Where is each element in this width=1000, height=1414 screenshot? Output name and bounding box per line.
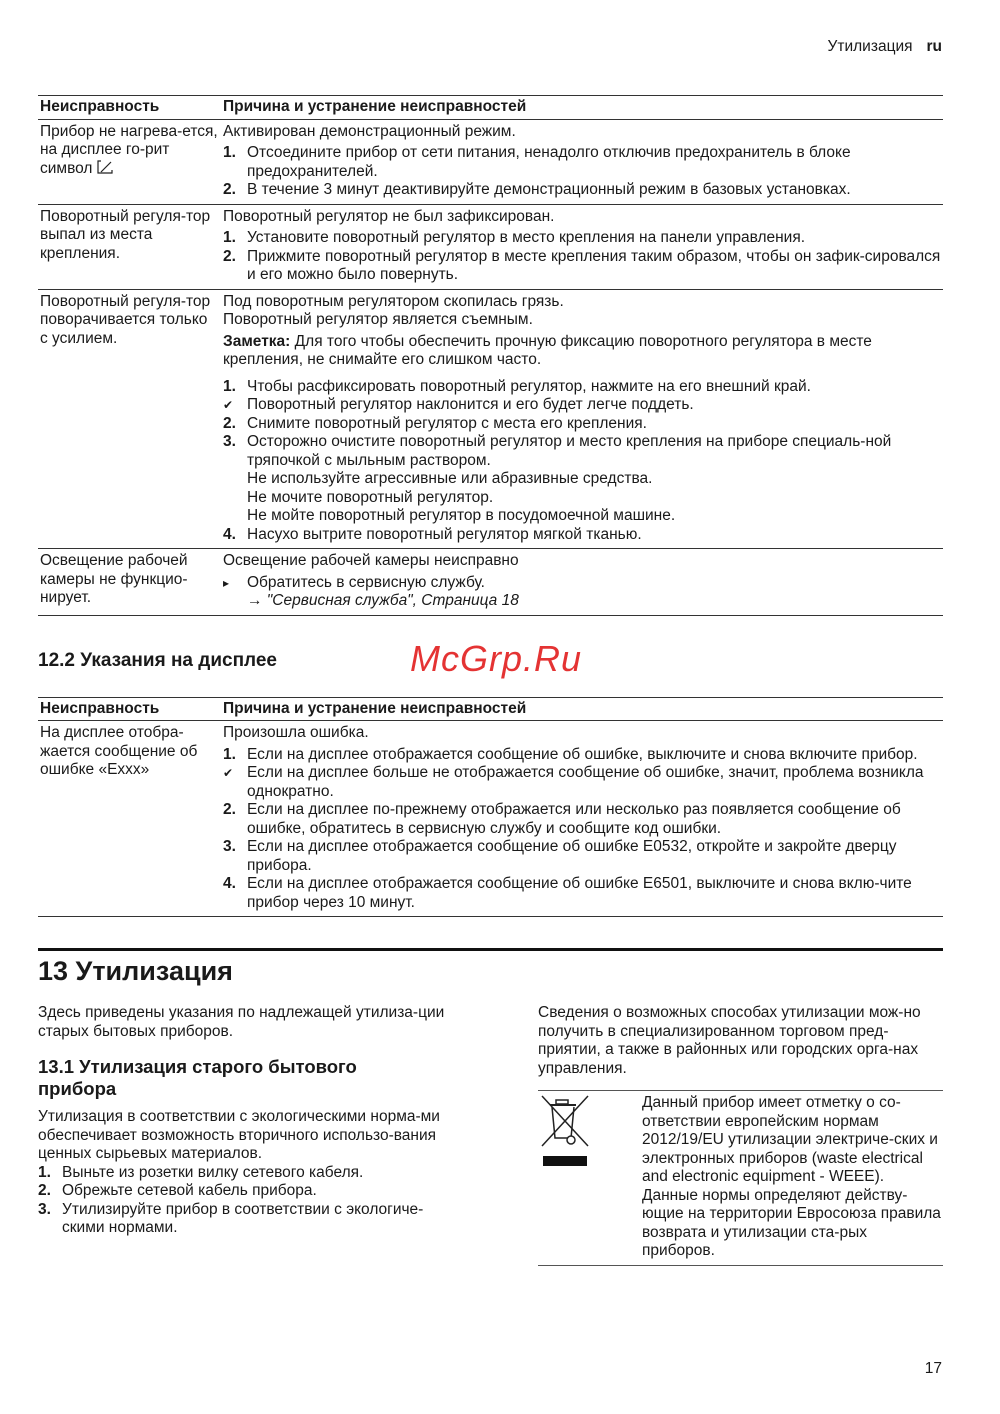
step-text: Если на дисплее отображается сообщение об ошибке E0532, откройте и закройте дверцу прибора. xyxy=(247,838,897,874)
step-text: Осторожно очистите поворотный регулятор и место крепления на приборе специаль-ной тряпочкой с мыльным раствором. xyxy=(247,433,892,469)
step-continuation: Не мочите поворотный регулятор. xyxy=(247,488,494,506)
step-number: 2. xyxy=(223,414,236,432)
display-messages-table xyxy=(38,697,943,918)
step-number: 2. xyxy=(223,801,236,818)
step-text: Поворотный регулятор наклонится и его будет легче поддеть. xyxy=(247,396,694,413)
disposal-step xyxy=(38,1182,456,1201)
fault-cell xyxy=(38,549,221,616)
step-text: Если на дисплее отображается сообщение об ошибке E6501, выключите и снова вклю-чите прибор через 10 минут. xyxy=(247,875,912,911)
fault-text: Освещение рабочей камеры не функцио-нирует. xyxy=(40,552,188,606)
fault-cell xyxy=(38,204,221,289)
cause-text: Активирован демонстрационный режим. xyxy=(223,122,516,140)
step-text: Утилизируйте прибор в соответствии с экологиче-скими нормами. xyxy=(62,1200,424,1236)
watermark: McGrp.Ru xyxy=(410,637,583,679)
step-number: 2. xyxy=(38,1182,51,1199)
cause-cell xyxy=(221,721,943,917)
step-text: Чтобы расфиксировать поворотный регулятор, нажмите на его внешний край. xyxy=(247,377,811,395)
disposal-step xyxy=(38,1164,456,1183)
right-column xyxy=(538,1004,943,1266)
fault-cell xyxy=(38,119,221,204)
note-text: Для того чтобы обеспечить прочную фиксацию поворотного регулятора в месте крепления, не снимайте его слишком часто. xyxy=(223,332,872,368)
intro-text: Здесь приведены указания по надлежащей утилиза-ции старых бытовых приборов. xyxy=(38,1004,445,1040)
cause-cell xyxy=(221,549,943,616)
result xyxy=(223,396,941,415)
fault-text: Поворотный регуля-тор выпал из места крепления. xyxy=(40,207,211,262)
running-header xyxy=(828,38,942,57)
step xyxy=(223,875,941,912)
col-fault: Неисправность xyxy=(38,96,221,120)
fault-text: Прибор не нагрева-ется, на дисплее го-рит символ xyxy=(40,122,218,177)
step xyxy=(223,248,941,285)
troubleshooting-table xyxy=(38,95,943,616)
cross-reference-link[interactable]: → "Сервисная служба", Страница 18 xyxy=(247,592,519,609)
step-continuation: Не используйте агрессивные или абразивные средства. xyxy=(247,470,653,487)
cause-cell xyxy=(221,204,943,289)
col-fault: Неисправность xyxy=(38,697,221,721)
header-lang: ru xyxy=(926,38,942,55)
crossed-bin-icon xyxy=(538,1094,642,1261)
fault-text: Поворотный регуля-тор поворачивается только с усилием. xyxy=(40,292,211,347)
page-content xyxy=(38,95,943,1266)
step-number: 4. xyxy=(223,875,236,892)
cause-text: Произошла ошибка. xyxy=(223,724,369,741)
step xyxy=(223,229,941,248)
step-number: 3. xyxy=(223,838,236,855)
demo-mode-symbol-icon xyxy=(92,160,112,177)
step-number: 1. xyxy=(223,229,236,246)
disposal-info-text: Сведения о возможных способах утилизации мож-но получить в специализированном торговом пред-приятии, а также в районных или городских орга-нах управления. xyxy=(538,1004,921,1077)
cause-text: Поворотный регулятор не был зафиксирован. xyxy=(223,207,555,225)
section-13-columns xyxy=(38,1004,943,1266)
step-number: 4. xyxy=(223,525,236,543)
disposal-step xyxy=(38,1201,456,1238)
arrow-bullet-icon: ▸ xyxy=(223,575,230,590)
subsection-text: Утилизация в соответствии с экологическими норма-ми обеспечивает возможность вторичного использо-вания ценных сырьевых материалов. xyxy=(38,1108,440,1162)
step-text: Обрежьте сетевой кабель прибора. xyxy=(62,1182,317,1199)
fault-cell xyxy=(38,721,221,917)
section-12-2-title: 12.2 Указания на дисплее xyxy=(38,649,278,671)
table-row xyxy=(38,721,943,917)
step xyxy=(223,746,941,765)
check-icon: ✔ xyxy=(223,766,234,780)
step-text: В течение 3 минут деактивируйте демонстрационный режим в базовых установках. xyxy=(247,181,851,198)
col-cause: Причина и устранение неисправностей xyxy=(221,96,943,120)
step-text: Если на дисплее по-прежнему отображается или несколько раз появляется сообщение об ошибке, обратитесь в сервисную службу и сообщите код ошибки. xyxy=(247,801,901,837)
fault-text: На дисплее отобра-жается сообщение об ошибке «Exxx» xyxy=(40,724,198,778)
header-section: Утилизация xyxy=(827,38,913,55)
step-text: Выньте из розетки вилку сетевого кабеля. xyxy=(62,1163,364,1181)
step-number: 3. xyxy=(38,1200,51,1218)
section-13-title: 13 Утилизация xyxy=(38,956,233,986)
cause-text: Под поворотным регулятором скопилась грязь. xyxy=(223,292,564,310)
table-row xyxy=(38,204,943,289)
step xyxy=(223,181,941,200)
result xyxy=(223,764,941,801)
step-text: Прижмите поворотный регулятор в месте крепления таким образом, чтобы он зафик-сировался и его можно было повернуть. xyxy=(247,247,941,283)
step xyxy=(223,144,941,181)
fault-cell xyxy=(38,289,221,549)
check-icon: ✔ xyxy=(223,398,234,412)
table-row xyxy=(38,549,943,616)
step-number: 3. xyxy=(223,433,236,450)
disposal-steps xyxy=(38,1164,456,1238)
step-number: 2. xyxy=(223,247,236,265)
weee-text: Данный прибор имеет отметку о со-ответствии европейским нормам 2012/19/EU утилизации электриче-ских и электронных приборов (waste electrical and electronic equipment - WEEE). xyxy=(642,1094,938,1185)
cause-cell xyxy=(221,119,943,204)
cause-text: Освещение рабочей камеры неисправно xyxy=(223,552,519,569)
step-text: Отсоедините прибор от сети питания, ненадолго отключив предохранитель в блоке предохранителей. xyxy=(247,144,851,180)
section-12-2-heading-row xyxy=(38,637,943,679)
weee-notice xyxy=(538,1090,943,1266)
subsection-13-1-title: 13.1 Утилизация старого бытового прибора xyxy=(38,1056,357,1099)
step xyxy=(223,415,941,434)
step xyxy=(223,378,941,397)
step-text: Если на дисплее больше не отображается сообщение об ошибке, значит, проблема возникла однократно. xyxy=(247,764,924,800)
step-number: 2. xyxy=(223,181,236,198)
step-text: Насухо вытрите поворотный регулятор мягкой тканью. xyxy=(247,525,642,543)
step-number: 1. xyxy=(223,144,236,161)
table-row xyxy=(38,289,943,549)
step-text: Если на дисплее отображается сообщение об ошибке, выключите и снова включите прибор. xyxy=(247,745,918,763)
weee-text-2: Данные нормы определяют действу-ющие на территории Евросоюза правила возврата и утилизации ста-рых приборов. xyxy=(642,1186,941,1259)
note xyxy=(223,333,941,370)
cause-cell xyxy=(221,289,943,549)
section-divider xyxy=(38,948,943,951)
step-number: 1. xyxy=(223,745,236,763)
step-text: Обратитесь в сервисную службу. xyxy=(247,573,485,591)
col-cause: Причина и устранение неисправностей xyxy=(221,697,943,721)
left-column xyxy=(38,1004,456,1266)
step xyxy=(223,433,941,470)
note-label: Заметка: xyxy=(223,332,291,350)
page-number: 17 xyxy=(924,1360,942,1377)
step xyxy=(223,801,941,838)
step-text: Установите поворотный регулятор в место крепления на панели управления. xyxy=(247,229,806,246)
cause-text: Поворотный регулятор является съемным. xyxy=(223,311,533,328)
table-row xyxy=(38,119,943,204)
instruction xyxy=(223,574,941,593)
step-text: Снимите поворотный регулятор с места его крепления. xyxy=(247,414,647,432)
step-continuation: Не мойте поворотный регулятор в посудомоечной машине. xyxy=(247,507,676,524)
step xyxy=(223,838,941,875)
step-number: 1. xyxy=(38,1163,51,1181)
step-number: 1. xyxy=(223,377,236,395)
step xyxy=(223,526,941,545)
